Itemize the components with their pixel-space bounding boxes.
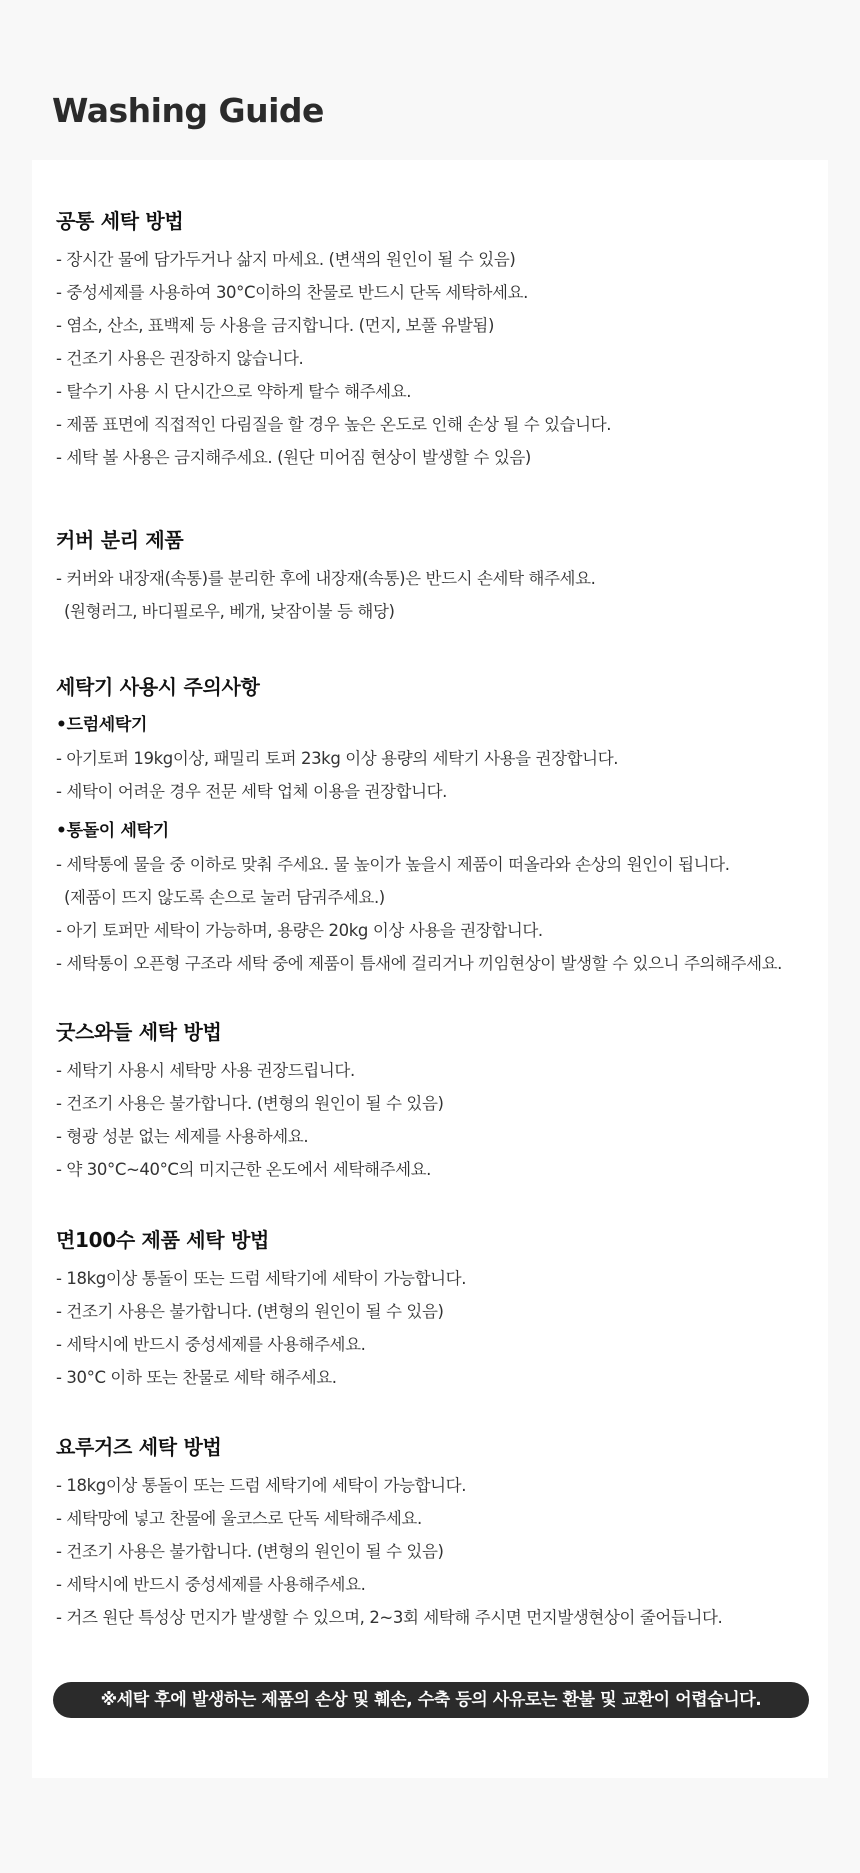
guide-line: - 건조기 사용은 불가합니다. (변형의 원인이 될 수 있음)	[56, 1302, 444, 1321]
refund-notice-banner: ※세탁 후에 발생하는 제품의 손상 및 훼손, 수축 등의 사유로는 환불 및 교환이 어렵습니다.	[53, 1682, 809, 1718]
guide-line-continued: (제품이 뜨지 않도록 손으로 눌러 담궈주세요.)	[64, 888, 385, 907]
guide-line: - 18kg이상 통돌이 또는 드럼 세탁기에 세탁이 가능합니다.	[56, 1476, 467, 1495]
guide-line: - 건조기 사용은 불가합니다. (변형의 원인이 될 수 있음)	[56, 1542, 444, 1561]
section-title: 커버 분리 제품	[56, 528, 184, 552]
guide-line: - 세탁통에 물을 중 이하로 맞춰 주세요. 물 높이가 높을시 제품이 떠올라와 손상의 원인이 됩니다.	[56, 855, 730, 874]
guide-line: - 거즈 원단 특성상 먼지가 발생할 수 있으며, 2~3회 세탁해 주시면 먼지발생현상이 줄어듭니다.	[56, 1608, 723, 1627]
guide-line: - 세탁통이 오픈형 구조라 세탁 중에 제품이 틈새에 걸리거나 끼임현상이 발생할 수 있으니 주의해주세요.	[56, 954, 783, 973]
guide-line: - 건조기 사용은 권장하지 않습니다.	[56, 349, 304, 368]
guide-line: - 세탁시에 반드시 중성세제를 사용해주세요.	[56, 1575, 366, 1594]
guide-line: - 18kg이상 통돌이 또는 드럼 세탁기에 세탁이 가능합니다.	[56, 1269, 467, 1288]
section-yoru-gauze	[56, 1432, 816, 1634]
section-title: 요루거즈 세탁 방법	[56, 1435, 222, 1459]
section-cotton-100	[56, 1225, 816, 1394]
guide-line: - 제품 표면에 직접적인 다림질을 할 경우 높은 온도로 인해 손상 될 수 있습니다.	[56, 415, 612, 434]
guide-line: - 아기토퍼 19kg이상, 패밀리 토퍼 23kg 이상 용량의 세탁기 사용을 권장합니다.	[56, 749, 619, 768]
section-good-swaddle	[56, 1017, 816, 1186]
guide-line: - 중성세제를 사용하여 30°C이하의 찬물로 반드시 단독 세탁하세요.	[56, 283, 528, 302]
guide-line: - 세탁시에 반드시 중성세제를 사용해주세요.	[56, 1335, 366, 1354]
guide-line: - 건조기 사용은 불가합니다. (변형의 원인이 될 수 있음)	[56, 1094, 444, 1113]
washing-guide-card	[32, 160, 828, 1778]
section-title: 세탁기 사용시 주의사항	[56, 675, 260, 699]
guide-line: - 30°C 이하 또는 찬물로 세탁 해주세요.	[56, 1368, 337, 1387]
subsection-title-drum: •드럼세탁기	[56, 715, 148, 735]
section-title: 굿스와들 세탁 방법	[56, 1020, 222, 1044]
guide-line: - 염소, 산소, 표백제 등 사용을 금지합니다. (먼지, 보풀 유발됨)	[56, 316, 495, 335]
section-cover-separation	[56, 525, 816, 628]
guide-line: - 장시간 물에 담가두거나 삶지 마세요. (변색의 원인이 될 수 있음)	[56, 250, 516, 269]
guide-line: - 형광 성분 없는 세제를 사용하세요.	[56, 1127, 309, 1146]
guide-line: - 커버와 내장재(속통)를 분리한 후에 내장재(속통)은 반드시 손세탁 해주세요.	[56, 569, 596, 588]
section-washing-machine-caution	[56, 672, 816, 980]
section-title: 공통 세탁 방법	[56, 209, 184, 233]
guide-line: - 아기 토퍼만 세탁이 가능하며, 용량은 20kg 이상 사용을 권장합니다.	[56, 921, 543, 940]
section-title: 면100수 제품 세탁 방법	[56, 1228, 269, 1252]
page-title: Washing Guide	[52, 91, 324, 130]
section-common-washing	[56, 206, 816, 474]
guide-line: - 세탁망에 넣고 찬물에 울코스로 단독 세탁해주세요.	[56, 1509, 422, 1528]
guide-line: - 세탁기 사용시 세탁망 사용 권장드립니다.	[56, 1061, 355, 1080]
guide-line: - 탈수기 사용 시 단시간으로 약하게 탈수 해주세요.	[56, 382, 412, 401]
guide-line-continued: (원형러그, 바디필로우, 베개, 낮잠이불 등 해당)	[64, 602, 395, 621]
guide-line: - 약 30°C~40°C의 미지근한 온도에서 세탁해주세요.	[56, 1160, 432, 1179]
subsection-title-top-loader: •통돌이 세탁기	[56, 821, 169, 841]
guide-line: - 세탁 볼 사용은 금지해주세요. (원단 미어짐 현상이 발생할 수 있음)	[56, 448, 531, 467]
guide-line: - 세탁이 어려운 경우 전문 세탁 업체 이용을 권장합니다.	[56, 782, 448, 801]
